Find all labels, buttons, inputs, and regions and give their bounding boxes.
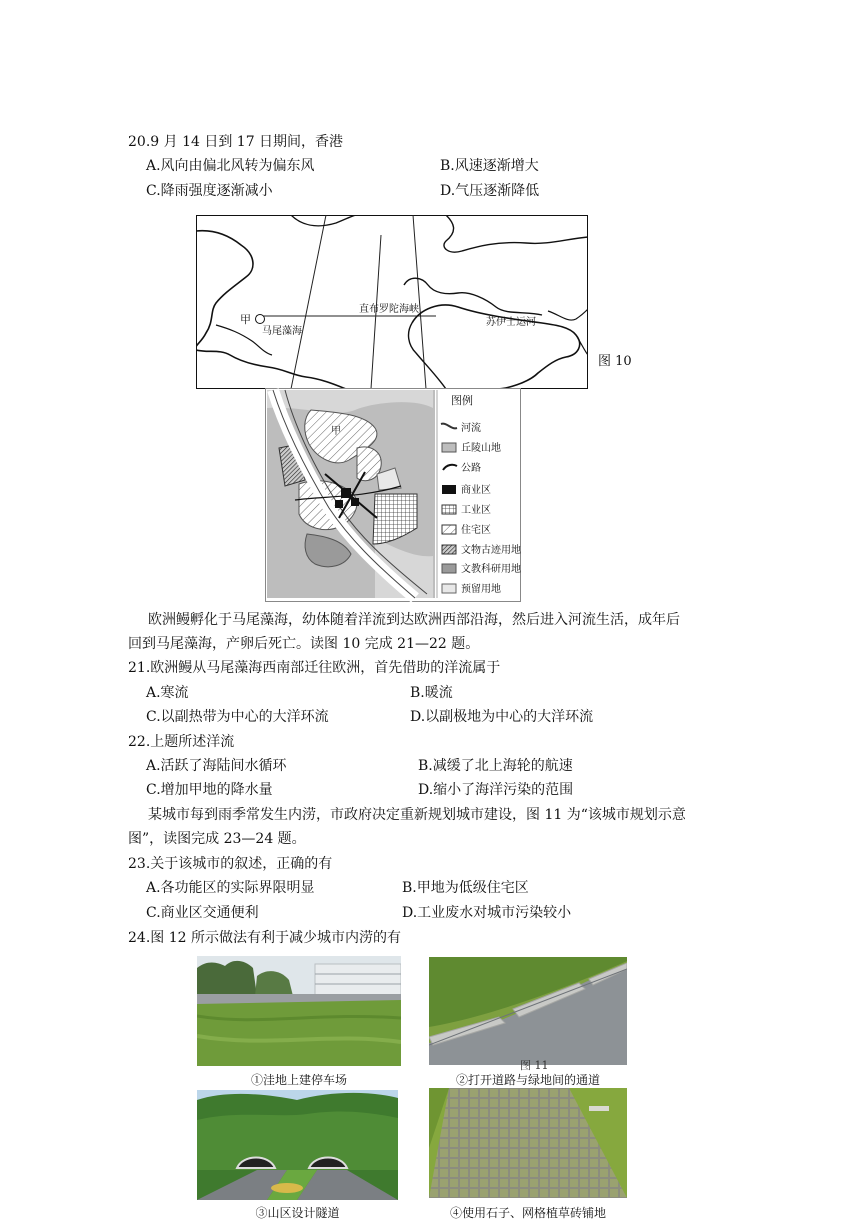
q22-option-d: D.缩小了海洋污染的范围 <box>418 782 574 798</box>
citymap-label-jia: 甲 <box>331 426 341 437</box>
legend-heritage: 文物古迹用地 <box>461 545 521 556</box>
intro-21-line2: 回到马尾藻海，产卵后死亡。读图 10 完成 21—22 题。 <box>128 636 480 652</box>
map-label-sargasso: 马尾藻海 <box>262 326 302 337</box>
caption-4: ④使用石子、网格植草砖铺地 <box>449 1206 606 1220</box>
q23-option-a: A.各功能区的实际界限明显 <box>146 880 315 896</box>
legend-road: 公路 <box>461 463 481 474</box>
map-label-gibraltar: 直布罗陀海峡 <box>359 304 419 315</box>
caption-3: ③山区设计隧道 <box>255 1206 340 1220</box>
q23-stem: 23.关于该城市的叙述，正确的有 <box>128 856 333 872</box>
legend-residential: 住宅区 <box>461 525 491 536</box>
q23-option-b: B.甲地为低级住宅区 <box>402 880 529 896</box>
photo-mountain-tunnel <box>197 1090 398 1200</box>
q20-option-c: C.降雨强度逐渐减小 <box>146 183 273 199</box>
q23-option-d: D.工业废水对城市污染较小 <box>402 905 572 921</box>
legend-title: 图例 <box>451 394 473 407</box>
q23-option-c: C.商业区交通便利 <box>146 905 259 921</box>
q22-stem: 22.上题所述洋流 <box>128 734 235 750</box>
q22-option-b: B.减缓了北上海轮的航速 <box>418 758 573 774</box>
q21-option-b: B.暖流 <box>410 685 453 701</box>
legend-education: 文教科研用地 <box>461 564 521 575</box>
q22-option-c: C.增加甲地的降水量 <box>146 782 273 798</box>
photo-curb-opening <box>429 957 627 1065</box>
q20-option-a: A.风向由偏北风转为偏东风 <box>146 158 315 174</box>
legend-river: 河流 <box>461 423 481 434</box>
q20-option-d: D.气压逐渐降低 <box>440 183 540 199</box>
map-label-suez: 苏伊士运河 <box>486 317 536 328</box>
caption-2: ②打开道路与绿地间的通道 <box>455 1073 600 1087</box>
caption-1: ①洼地上建停车场 <box>250 1073 347 1087</box>
q21-option-c: C.以副热带为中心的大洋环流 <box>146 709 329 725</box>
intro-23-line2: 图”，读图完成 23—24 题。 <box>128 831 306 847</box>
q20-option-b: B.风速逐渐增大 <box>440 158 539 174</box>
legend-commercial: 商业区 <box>461 485 491 496</box>
map-label-jia: 甲 <box>240 313 251 326</box>
figure-10-label: 图 10 <box>598 354 632 369</box>
intro-23-line1: 某城市每到雨季常发生内涝，市政府决定重新规划城市建设，图 11 为“该城市规划示意 <box>148 807 686 823</box>
q21-option-a: A.寒流 <box>146 685 189 701</box>
q21-stem: 21.欧洲鳗从马尾藻海西南部迁往欧洲，首先借助的洋流属于 <box>128 660 501 676</box>
legend-reserve: 预留用地 <box>461 584 501 595</box>
q20-stem: 20.9 月 14 日到 17 日期间，香港 <box>128 134 344 150</box>
q21-option-d: D.以副极地为中心的大洋环流 <box>410 709 594 725</box>
city-plan-map <box>265 388 521 602</box>
intro-21-line1: 欧洲鳗孵化于马尾藻海，幼体随着洋流到达欧洲西部沿海，然后进入河流生活，成年后 <box>148 612 680 628</box>
legend-industrial: 工业区 <box>461 505 491 516</box>
q24-stem: 24.图 12 所示做法有利于减少城市内涝的有 <box>128 930 401 946</box>
figure-11-overlap-label: 图 11 <box>520 1059 549 1072</box>
photo-grass-pavers <box>429 1088 627 1198</box>
q22-option-a: A.活跃了海陆间水循环 <box>146 758 287 774</box>
legend-hills: 丘陵山地 <box>461 443 501 454</box>
ocean-map <box>196 215 588 389</box>
photo-parking-lot <box>197 956 401 1066</box>
